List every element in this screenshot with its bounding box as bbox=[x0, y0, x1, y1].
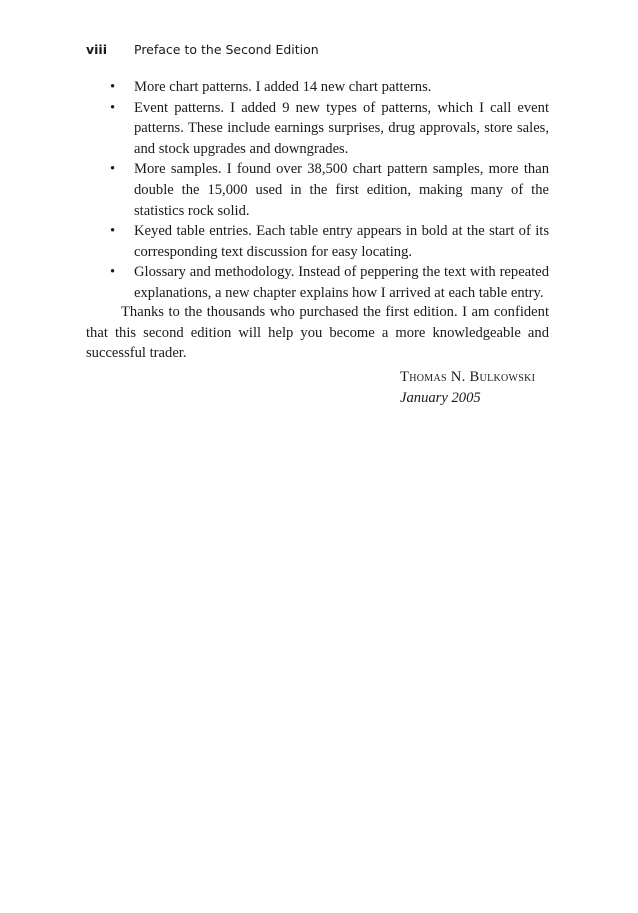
list-item bbox=[108, 262, 549, 303]
list-item-text: Glossary and methodology. Instead of peppering the text with repeated explanations, a new chapter explains how I arrived at each table entry. bbox=[134, 264, 549, 301]
list-item bbox=[108, 159, 549, 221]
signature-block bbox=[400, 367, 535, 409]
bullet-icon: • bbox=[110, 264, 116, 281]
bullet-icon: • bbox=[110, 223, 116, 240]
list-item bbox=[108, 98, 549, 160]
list-item bbox=[108, 77, 549, 98]
list-item-text: Keyed table entries. Each table entry appears in bold at the start of its corresponding text discussion for easy locating. bbox=[134, 223, 549, 260]
bullet-icon: • bbox=[110, 99, 116, 116]
page-number: viii bbox=[86, 42, 108, 57]
running-title: Preface to the Second Edition bbox=[134, 42, 319, 57]
author-name: Thomas N. Bulkowski bbox=[400, 369, 536, 385]
running-header bbox=[86, 42, 319, 57]
bullet-icon: • bbox=[110, 161, 116, 178]
closing-paragraph: Thanks to the thousands who purchased the first edition. I am confident that this second edition will help you become a more knowledgeable and successful trader. bbox=[86, 304, 549, 362]
list-item-text: More samples. I found over 38,500 chart pattern samples, more than double the 15,000 used in the first edition, making many of the statistics rock solid. bbox=[134, 161, 549, 219]
list-item-text: More chart patterns. I added 14 new chart patterns. bbox=[134, 79, 432, 95]
signature-date: January 2005 bbox=[400, 390, 481, 406]
list-item bbox=[108, 221, 549, 262]
list-item-text: Event patterns. I added 9 new types of patterns, which I call event patterns. These include earnings surprises, drug approvals, store sales, and stock upgrades and downgrades. bbox=[134, 99, 549, 157]
bullet-list bbox=[108, 77, 549, 304]
bullet-icon: • bbox=[110, 79, 116, 95]
